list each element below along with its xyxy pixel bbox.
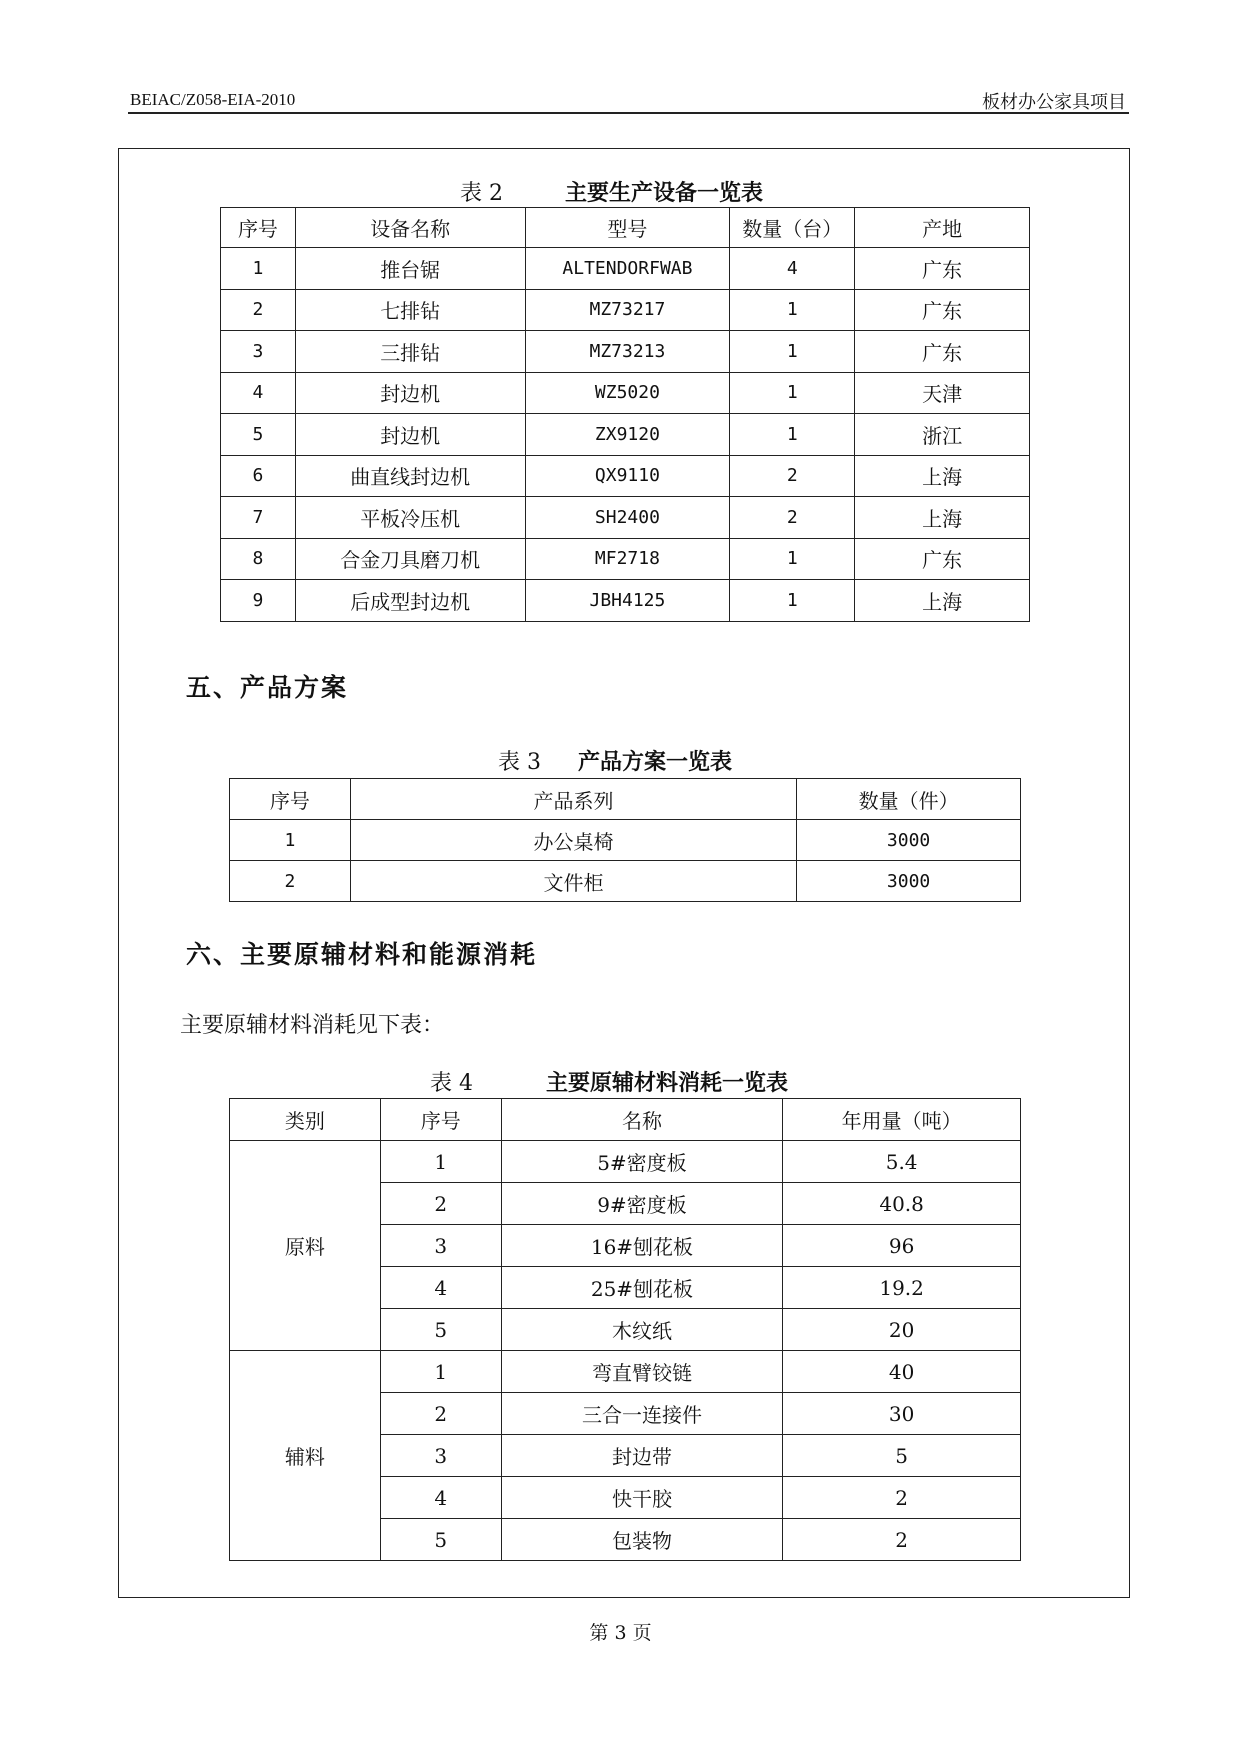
- table2-label: 表 2: [460, 181, 503, 206]
- table-cell: 9: [221, 580, 296, 622]
- table3-title: 产品方案一览表: [578, 749, 733, 775]
- page-number: 第 3 页: [589, 1622, 652, 1644]
- table-cell: 2: [221, 289, 296, 331]
- table-cell: 七排钻: [295, 289, 525, 331]
- table-cell: 9#密度板: [501, 1183, 783, 1225]
- equipment-table: [220, 207, 1030, 622]
- table-row: [230, 861, 1021, 902]
- table-cell: 包装物: [501, 1519, 783, 1561]
- table-cell: 曲直线封边机: [295, 455, 525, 497]
- column-header: 型号: [525, 208, 730, 248]
- table-row: [221, 538, 1030, 580]
- table-cell: 5: [380, 1309, 501, 1351]
- table4-caption: [430, 1066, 788, 1097]
- table-cell: 天津: [855, 372, 1030, 414]
- table-row: [230, 1351, 1021, 1393]
- doc-code: BEIAC/Z058-EIA-2010: [130, 90, 296, 109]
- column-header: 数量（件）: [797, 779, 1021, 820]
- table-row: [230, 820, 1021, 861]
- table-cell: 5.4: [783, 1141, 1021, 1183]
- table-row: [221, 372, 1030, 414]
- table-cell: 快干胶: [501, 1477, 783, 1519]
- intro-text: 主要原辅材料消耗见下表：: [180, 1013, 445, 1038]
- table-cell: ZX9120: [525, 414, 730, 456]
- materials-table: [229, 1098, 1021, 1561]
- table-cell: 合金刀具磨刀机: [295, 538, 525, 580]
- table-cell: 封边机: [295, 414, 525, 456]
- table-row: [221, 497, 1030, 539]
- table-cell: 96: [783, 1225, 1021, 1267]
- table-cell: 2: [783, 1477, 1021, 1519]
- table-row: [230, 1141, 1021, 1183]
- table-row: [221, 289, 1030, 331]
- table-cell: 2: [380, 1393, 501, 1435]
- table-cell: 1: [380, 1351, 501, 1393]
- table3-label: 表 3: [498, 750, 541, 775]
- column-header: 序号: [380, 1099, 501, 1141]
- table-cell: 封边机: [295, 372, 525, 414]
- table-cell: 3: [380, 1435, 501, 1477]
- table-header-row: [230, 779, 1021, 820]
- table-cell: 1: [730, 372, 855, 414]
- table-cell: 3000: [797, 820, 1021, 861]
- column-header: 设备名称: [295, 208, 525, 248]
- table-cell: 上海: [855, 455, 1030, 497]
- product-table: [229, 778, 1021, 902]
- table-cell: QX9110: [525, 455, 730, 497]
- table-cell: 8: [221, 538, 296, 580]
- column-header: 序号: [221, 208, 296, 248]
- table-cell: 40: [783, 1351, 1021, 1393]
- table-cell: 广东: [855, 248, 1030, 290]
- table-cell: 1: [730, 414, 855, 456]
- table-cell: 浙江: [855, 414, 1030, 456]
- table-cell: 6: [221, 455, 296, 497]
- table-cell: 1: [730, 580, 855, 622]
- table-cell: 封边带: [501, 1435, 783, 1477]
- table-cell: 广东: [855, 538, 1030, 580]
- table-cell: 文件柜: [350, 861, 796, 902]
- table-header-row: [221, 208, 1030, 248]
- column-header: 数量（台）: [730, 208, 855, 248]
- column-header: 序号: [230, 779, 351, 820]
- table-cell: 5: [380, 1519, 501, 1561]
- column-header: 产地: [855, 208, 1030, 248]
- table4-title: 主要原辅材料消耗一览表: [546, 1070, 789, 1096]
- table-cell: 平板冷压机: [295, 497, 525, 539]
- table-cell: JBH4125: [525, 580, 730, 622]
- table-row: [221, 455, 1030, 497]
- table3-caption: [498, 745, 732, 776]
- table-cell: 5: [783, 1435, 1021, 1477]
- column-header: 名称: [501, 1099, 783, 1141]
- table-cell: 三合一连接件: [501, 1393, 783, 1435]
- table-cell: 2: [783, 1519, 1021, 1561]
- table-cell: 2: [380, 1183, 501, 1225]
- table-cell: WZ5020: [525, 372, 730, 414]
- table-cell: 1: [730, 289, 855, 331]
- table-cell: ALTENDORFWAB: [525, 248, 730, 290]
- section-6-heading: 六、主要原辅材料和能源消耗: [186, 940, 538, 969]
- section-5-heading: 五、产品方案: [186, 673, 349, 702]
- table-cell: 4: [221, 372, 296, 414]
- table-cell: 1: [221, 248, 296, 290]
- table-row: [221, 414, 1030, 456]
- table-cell: 三排钻: [295, 331, 525, 373]
- table-cell: 1: [380, 1141, 501, 1183]
- table-cell: MZ73217: [525, 289, 730, 331]
- table-cell: 3: [380, 1225, 501, 1267]
- table-cell: 25#刨花板: [501, 1267, 783, 1309]
- table-cell: 30: [783, 1393, 1021, 1435]
- table-cell: 4: [380, 1267, 501, 1309]
- table-cell: 4: [730, 248, 855, 290]
- column-header: 类别: [230, 1099, 381, 1141]
- table-cell: 广东: [855, 331, 1030, 373]
- header-rule: [128, 112, 1129, 114]
- table-cell: 40.8: [783, 1183, 1021, 1225]
- table-cell: 后成型封边机: [295, 580, 525, 622]
- table-cell: 推台锯: [295, 248, 525, 290]
- table-cell: 木纹纸: [501, 1309, 783, 1351]
- table-cell: 上海: [855, 580, 1030, 622]
- table-cell: 上海: [855, 497, 1030, 539]
- table-header-row: [230, 1099, 1021, 1141]
- category-cell: 原料: [230, 1141, 381, 1351]
- table-cell: 弯直臂铰链: [501, 1351, 783, 1393]
- table-cell: MZ73213: [525, 331, 730, 373]
- table-cell: 7: [221, 497, 296, 539]
- table-cell: 5#密度板: [501, 1141, 783, 1183]
- table2-caption: [460, 176, 763, 207]
- table4-label: 表 4: [430, 1071, 473, 1096]
- table-cell: 16#刨花板: [501, 1225, 783, 1267]
- table-cell: MF2718: [525, 538, 730, 580]
- table-cell: 2: [730, 455, 855, 497]
- column-header: 产品系列: [350, 779, 796, 820]
- table-cell: 5: [221, 414, 296, 456]
- table-cell: 1: [730, 538, 855, 580]
- table-cell: 3000: [797, 861, 1021, 902]
- table-cell: 广东: [855, 289, 1030, 331]
- table-cell: 1: [230, 820, 351, 861]
- table-cell: 2: [230, 861, 351, 902]
- table-cell: SH2400: [525, 497, 730, 539]
- table-cell: 4: [380, 1477, 501, 1519]
- category-cell: 辅料: [230, 1351, 381, 1561]
- table2-title: 主要生产设备一览表: [565, 180, 764, 206]
- column-header: 年用量（吨）: [783, 1099, 1021, 1141]
- table-cell: 2: [730, 497, 855, 539]
- table-cell: 办公桌椅: [350, 820, 796, 861]
- table-row: [221, 331, 1030, 373]
- table-cell: 20: [783, 1309, 1021, 1351]
- table-row: [221, 248, 1030, 290]
- table-cell: 1: [730, 331, 855, 373]
- table-cell: 19.2: [783, 1267, 1021, 1309]
- project-title: 板材办公家具项目: [982, 92, 1126, 113]
- table-cell: 3: [221, 331, 296, 373]
- table-row: [221, 580, 1030, 622]
